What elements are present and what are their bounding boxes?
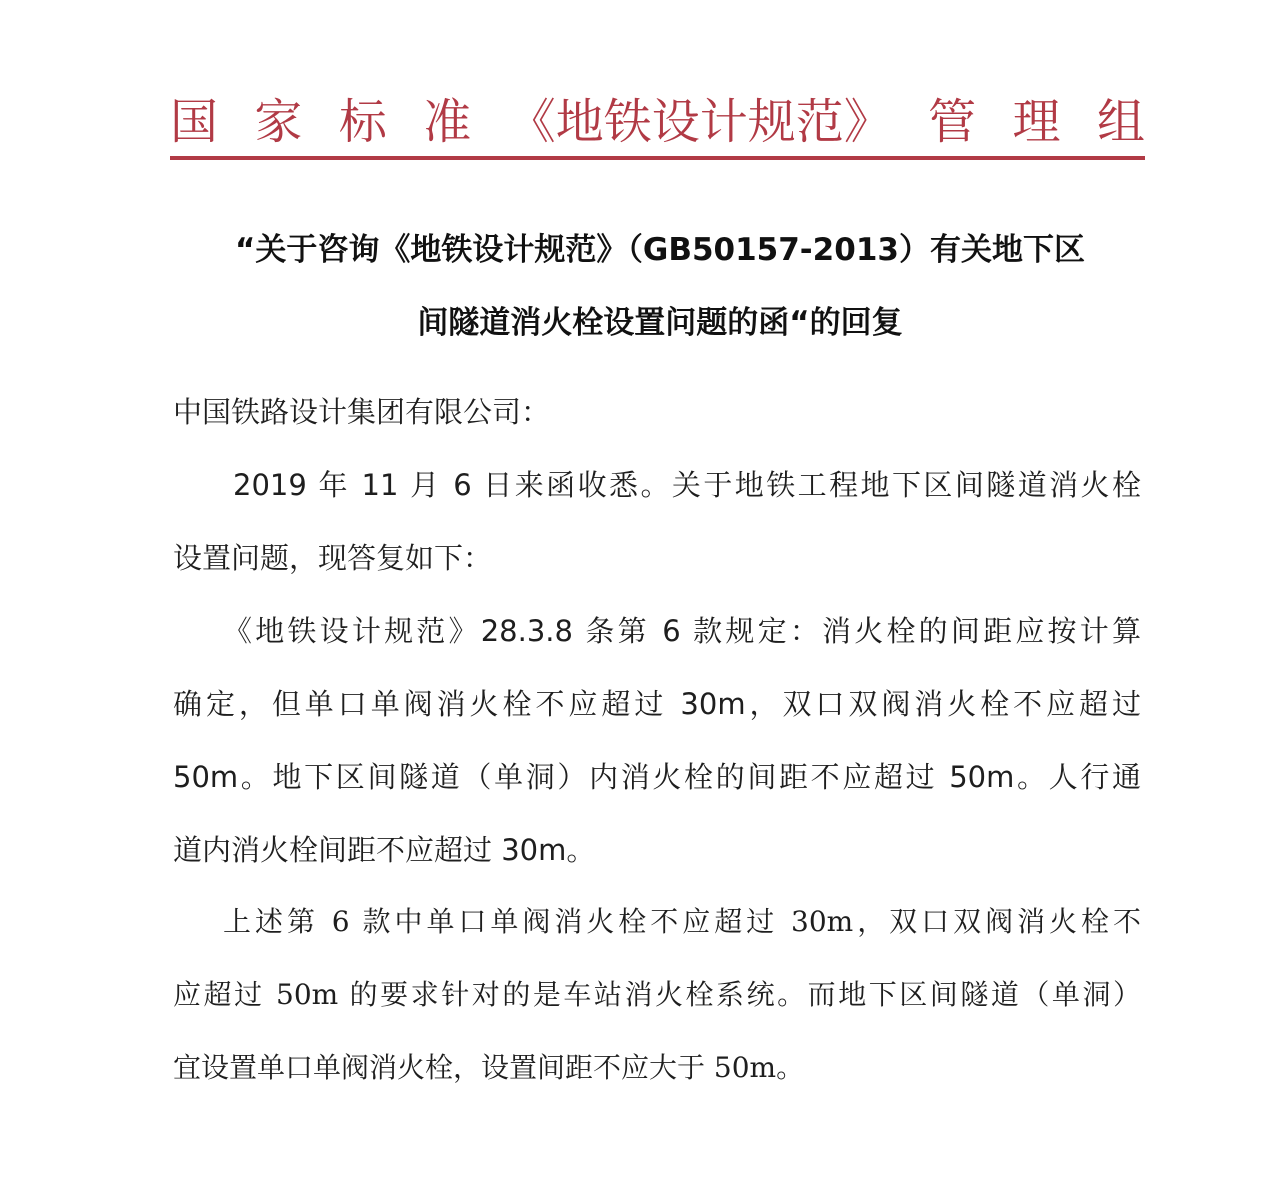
paragraph-line: 宜设置单口单阀消火栓，设置间距不应大于 50m。	[173, 1051, 805, 1084]
letterhead-standard-name: 《地铁设计规范》	[507, 94, 892, 150]
paragraph-line: 设置问题，现答复如下：	[173, 541, 493, 575]
letterhead	[170, 88, 1145, 156]
letterhead-char: 家	[254, 94, 303, 150]
paragraph-line: 2019 年 11 月 6 日来函收悉。关于地铁工程地下区间隧道消火栓	[233, 468, 1141, 502]
letterhead-char: 组	[1096, 94, 1145, 150]
letterhead-char: 管	[928, 94, 977, 150]
paragraph-line: 道内消火栓间距不应超过 30m。	[173, 833, 596, 867]
letterhead-rule	[170, 156, 1145, 160]
paragraph-line: 《地铁设计规范》28.3.8 条第 6 款规定：消火栓的间距应按计算	[223, 614, 1141, 648]
document-title-line-2: 间隧道消火栓设置问题的函“的回复	[417, 305, 903, 341]
letterhead-char: 国	[170, 94, 219, 150]
paragraph-1	[173, 449, 1141, 595]
letterhead-char: 理	[1012, 94, 1061, 150]
paragraph-line: 上述第 6 款中单口单阀消火栓不应超过 30m，双口双阀消火栓不	[223, 905, 1141, 938]
paragraph-line: 应超过 50m 的要求针对的是车站消火栓系统。而地下区间隧道（单洞）	[173, 978, 1141, 1011]
letterhead-char: 标	[338, 94, 387, 150]
paragraph-2	[173, 595, 1141, 887]
letterhead-char: 准	[423, 94, 472, 150]
addressee-line: 中国铁路设计集团有限公司：	[173, 395, 551, 429]
paragraph-3	[173, 885, 1141, 1104]
paragraph-line: 确定，但单口单阀消火栓不应超过 30m，双口双阀消火栓不应超过	[173, 687, 1141, 721]
document-title-line-1: “关于咨询《地铁设计规范》（GB50157-2013）有关地下区	[235, 232, 1085, 268]
addressee	[173, 376, 1141, 449]
paragraph-line: 50m。地下区间隧道（单洞）内消火栓的间距不应超过 50m。人行通	[173, 760, 1141, 794]
